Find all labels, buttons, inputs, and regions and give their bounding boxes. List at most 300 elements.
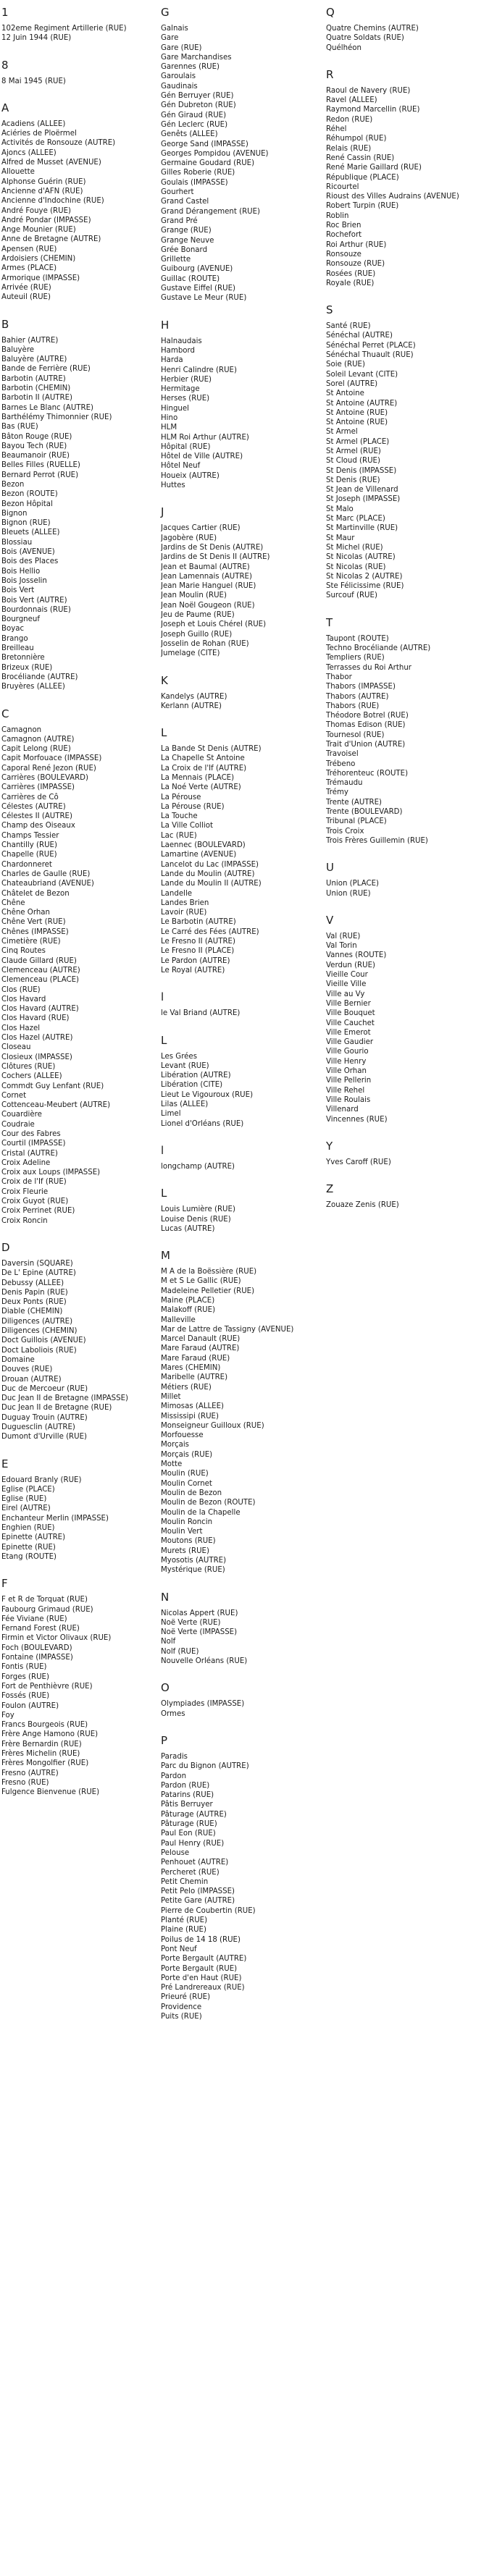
street-entry: Hambord: [161, 346, 196, 355]
street-entry: Champ des Oiseaux: [1, 822, 75, 830]
street-entry: Capit Lelong (RUE): [1, 745, 71, 754]
street-entry: Cour des Fabres: [1, 1129, 61, 1138]
street-entry: Fresno (AUTRE): [1, 1769, 59, 1777]
section-letter-heading: D: [1, 1240, 10, 1254]
street-entry: Gare Marchandises: [161, 53, 232, 62]
letter-section: [326, 304, 488, 601]
street-entry: Verdun (RUE): [326, 961, 375, 969]
street-entry: HLM Roi Arthur (AUTRE): [161, 433, 249, 442]
street-entry: Commdt Guy Lenfant (RUE): [1, 1082, 104, 1090]
letter-section: [326, 69, 488, 288]
street-entry: Ville Orhan: [326, 1067, 367, 1076]
letter-section: [161, 319, 325, 491]
street-entry: Ste Félicissime (RUE): [326, 582, 404, 591]
street-entry: Redon (RUE): [326, 115, 373, 124]
street-entry: St Antoine: [326, 390, 364, 398]
street-entry: Coudraie: [1, 1120, 35, 1129]
street-entry: Trémy: [326, 788, 348, 797]
street-entry: Limel: [161, 1110, 181, 1119]
street-entry: Nolf (RUE): [161, 1647, 199, 1656]
street-entry: Eirel (AUTRE): [1, 1504, 51, 1513]
section-letter-heading: U: [326, 861, 334, 875]
street-entry: Epinette (RUE): [1, 1543, 56, 1552]
letter-section: [326, 862, 488, 898]
street-entry: longchamp (AUTRE): [161, 1162, 235, 1171]
street-entry: Lac (RUE): [161, 831, 197, 840]
street-entry: St Antoine (RUE): [326, 418, 388, 427]
street-entry: Lande du Moulin (AUTRE): [161, 870, 255, 878]
street-entry: Pont Neuf: [161, 1945, 197, 1953]
street-entry: 102eme Regiment Artillerie (RUE): [1, 25, 127, 33]
street-entry: Deux Ponts (RUE): [1, 1298, 67, 1307]
street-entry: Bignon (RUE): [1, 519, 51, 528]
street-entry: Moulin (RUE): [161, 1470, 209, 1478]
street-entry: Sénéchal Perret (PLACE): [326, 341, 416, 350]
street-entry: Levant (RUE): [161, 1061, 209, 1070]
street-entry: Thabors (IMPASSE): [326, 683, 396, 691]
street-entry: Ange Mounier (RUE): [1, 226, 76, 235]
street-entry: Beaumanoir (RUE): [1, 452, 70, 460]
section-letter-heading: L: [161, 726, 167, 740]
section-letter-heading: A: [1, 101, 9, 114]
street-entry: Clos Hazel (AUTRE): [1, 1034, 73, 1043]
street-entry: Frères Michelin (RUE): [1, 1750, 80, 1759]
letter-section: [326, 914, 488, 1124]
street-entry: Hôtel de Ville (AUTRE): [161, 453, 243, 461]
street-entry: Rosées (RUE): [326, 269, 376, 278]
street-entry: Ajoncs (ALLEE): [1, 148, 57, 157]
street-entry: Laennec (BOULEVARD): [161, 841, 246, 850]
letter-section: [1, 708, 159, 1226]
section-letter-heading: C: [1, 707, 9, 720]
street-entry: Moulin Vert: [161, 1528, 203, 1536]
letter-section: [161, 1187, 325, 1234]
street-entry: Le Pardon (AUTRE): [161, 956, 230, 965]
street-entry: Nicolas Appert (RUE): [161, 1609, 238, 1617]
street-entry: Thabor: [326, 673, 352, 681]
street-entry: Drouan (AUTRE): [1, 1375, 62, 1384]
street-entry: Belles Filles (RUELLE): [1, 461, 80, 470]
street-entry: Villenard: [326, 1106, 359, 1114]
street-entry: M A de la Boëssière (RUE): [161, 1268, 257, 1276]
street-entry: Bernard Perrot (RUE): [1, 471, 79, 479]
street-entry: Union (RUE): [326, 889, 371, 898]
street-entry: St Nicolas 2 (AUTRE): [326, 572, 403, 581]
street-entry: Moulin de Bezon (ROUTE): [161, 1499, 256, 1507]
street-entry: Croix Perrinet (RUE): [1, 1207, 75, 1216]
street-entry: Templiers (RUE): [326, 654, 385, 662]
letter-section: [161, 506, 325, 658]
street-entry: Barbotin II (AUTRE): [1, 394, 72, 403]
section-letter-heading: Y: [326, 1139, 333, 1153]
street-entry: Blossiau: [1, 538, 33, 547]
street-entry: St Malo: [326, 505, 354, 513]
street-entry: Ville Cauchet: [326, 1019, 375, 1027]
street-entry: Joseph Guillo (RUE): [161, 630, 233, 639]
street-entry: Closeau: [1, 1043, 31, 1052]
street-entry: Taupont (ROUTE): [326, 634, 389, 643]
street-entry: Noë Verte (RUE): [161, 1618, 221, 1627]
street-entry: Bâton Rouge (RUE): [1, 432, 72, 441]
street-entry: Poilus de 14 18 (RUE): [161, 1935, 241, 1944]
street-entry: Clos Havard: [1, 995, 46, 1003]
street-entry: Gén Berruyer (RUE): [161, 92, 234, 101]
street-entry: Kandelys (AUTRE): [161, 692, 227, 701]
street-entry: Jardins de St Denis (AUTRE): [161, 543, 264, 552]
street-entry: Baluyère (AUTRE): [1, 355, 67, 364]
street-entry: St Marc (PLACE): [326, 515, 385, 523]
street-entry: Robert Turpin (RUE): [326, 202, 399, 211]
street-entry: Grand Pré: [161, 216, 198, 225]
street-entry: Pâturage (AUTRE): [161, 1810, 227, 1819]
street-entry: Bretonnière: [1, 654, 45, 662]
street-entry: Chênes (IMPASSE): [1, 927, 69, 936]
section-letter-heading: G: [161, 6, 170, 19]
street-entry: St Antoine (RUE): [326, 408, 388, 417]
street-entry: Mimosas (ALLEE): [161, 1402, 225, 1411]
column-3: [326, 0, 488, 1210]
street-entry: Malakoff (RUE): [161, 1306, 216, 1315]
street-entry: Capit Morfouace (IMPASSE): [1, 754, 102, 763]
street-entry: Millet: [161, 1392, 181, 1401]
street-entry: Noë Verte (IMPASSE): [161, 1628, 238, 1637]
street-entry: Louis Lumière (RUE): [161, 1205, 235, 1214]
street-entry: Célestes (AUTRE): [1, 802, 66, 811]
street-entry: Francs Bourgeois (RUE): [1, 1721, 88, 1730]
street-entry: Maribelle (AUTRE): [161, 1373, 228, 1382]
street-entry: Plaine (RUE): [161, 1926, 206, 1935]
street-entry: Surcouf (RUE): [326, 592, 377, 600]
street-entry: Morçais: [161, 1441, 189, 1449]
street-entry: Val (RUE): [326, 932, 361, 940]
street-entry: Frère Ange Hamono (RUE): [1, 1730, 99, 1739]
street-entry: Ormes: [161, 1709, 185, 1718]
street-entry: Patarins (RUE): [161, 1791, 214, 1800]
street-entry: Tréhorenteuc (ROUTE): [326, 769, 409, 778]
street-entry: Clos (RUE): [1, 985, 41, 994]
street-entry: Pierre de Coubertin (RUE): [161, 1906, 256, 1915]
section-letter-heading: V: [326, 913, 334, 927]
letter-section: [161, 1591, 325, 1667]
street-entry: Moutons (RUE): [161, 1537, 216, 1546]
street-entry: Ronsouze (RUE): [326, 260, 385, 269]
street-entry: Trait d'Union (AUTRE): [326, 741, 406, 749]
street-entry: Bayou Tech (RUE): [1, 442, 67, 450]
street-entry: Apensen (RUE): [1, 245, 57, 253]
street-entry: Porte d'en Haut (RUE): [161, 1974, 242, 1982]
street-entry: Grange Neuve: [161, 236, 214, 245]
section-letter-heading: Z: [326, 1182, 334, 1196]
street-entry: Thabors (AUTRE): [326, 692, 389, 701]
street-entry: Guibourg (AVENUE): [161, 265, 233, 274]
street-entry: Fulgence Bienvenue (RUE): [1, 1788, 100, 1797]
section-letter-heading: 8: [1, 58, 9, 72]
street-entry: St Armel (PLACE): [326, 437, 390, 446]
section-letter-heading: J: [161, 505, 164, 519]
street-entry: St Maur: [326, 534, 355, 542]
street-entry: Enghien (RUE): [1, 1524, 55, 1533]
letter-section: [161, 675, 325, 712]
street-entry: St Joseph (IMPASSE): [326, 495, 401, 504]
street-entry: Soleil Levant (CITE): [326, 370, 398, 379]
street-entry: Châtelet de Bezon: [1, 889, 70, 898]
street-entry: Firmin et Victor Olivaux (RUE): [1, 1634, 112, 1643]
letter-section: [1, 7, 159, 43]
street-entry: Val Torin: [326, 942, 357, 951]
street-entry: Trente (BOULEVARD): [326, 808, 403, 817]
street-entry: Frère Bernardin (RUE): [1, 1740, 82, 1748]
street-entry: Ville Gaudier: [326, 1038, 374, 1047]
street-entry: Arrivée (RUE): [1, 283, 51, 292]
street-entry: Jean Marie Hanguel (RUE): [161, 582, 256, 591]
street-entry: La Croix de l'If (AUTRE): [161, 764, 247, 773]
street-entry: Clos Havard (AUTRE): [1, 1005, 79, 1014]
street-entry: Croix aux Loups (IMPASSE): [1, 1169, 101, 1177]
street-entry: Trémaudu: [326, 779, 363, 788]
street-entry: Chapelle (RUE): [1, 851, 57, 859]
street-entry: Lamartine (AVENUE): [161, 851, 237, 859]
street-entry: Landes Brien: [161, 898, 209, 907]
letter-section: [326, 617, 488, 846]
street-entry: Bruyères (ALLEE): [1, 683, 65, 691]
street-entry: Trente (AUTRE): [326, 798, 383, 807]
street-entry: Hino: [161, 413, 178, 422]
street-entry: Clemenceau (AUTRE): [1, 966, 80, 975]
street-entry: Clos Havard (RUE): [1, 1014, 70, 1023]
section-letter-heading: B: [1, 317, 9, 331]
street-entry: Kerlann (AUTRE): [161, 702, 222, 710]
street-entry: Le Royal (AUTRE): [161, 966, 225, 975]
street-entry: Monseigneur Guilloux (RUE): [161, 1421, 264, 1430]
street-entry: Henri Calindre (RUE): [161, 366, 237, 374]
street-entry: Paul Eon (RUE): [161, 1830, 216, 1838]
street-entry: Planté (RUE): [161, 1916, 208, 1925]
street-entry: Champs Tessier: [1, 831, 59, 840]
street-entry: Le Fresno II (AUTRE): [161, 938, 235, 946]
street-entry: La Pérouse: [161, 793, 201, 801]
street-entry: Carrières (BOULEVARD): [1, 774, 88, 782]
section-letter-heading: H: [161, 318, 170, 332]
street-entry: Réhel: [326, 125, 347, 134]
street-entry: Porte Bergault (AUTRE): [161, 1955, 247, 1963]
street-entry: Grange (RUE): [161, 227, 212, 235]
street-entry: Prieuré (RUE): [161, 1993, 211, 2002]
street-entry: Jean Noël Gougeon (RUE): [161, 601, 255, 610]
street-entry: Roi Arthur (RUE): [326, 240, 387, 249]
street-entry: Libération (AUTRE): [161, 1072, 231, 1080]
street-entry: Couardière: [1, 1111, 42, 1119]
street-entry: Ville au Vy: [326, 990, 365, 998]
street-entry: Parc du Bignon (AUTRE): [161, 1762, 249, 1771]
street-entry: Jeu de Paume (RUE): [161, 611, 235, 620]
street-entry: Ricourtel: [326, 182, 359, 191]
street-entry: Trébeno: [326, 759, 356, 768]
street-entry: Clôtures (RUE): [1, 1062, 56, 1071]
street-entry: Gare: [161, 34, 179, 43]
street-entry: Bleuets (ALLEE): [1, 529, 60, 537]
street-entry: Moulin de la Chapelle: [161, 1508, 241, 1517]
street-entry: Vannes (ROUTE): [326, 951, 387, 960]
street-entry: Armorique (IMPASSE): [1, 274, 80, 282]
street-entry: Faubourg Grimaud (RUE): [1, 1605, 93, 1614]
street-entry: Jardins de St Denis II (AUTRE): [161, 553, 270, 562]
street-entry: Ville Emerot: [326, 1028, 371, 1037]
street-entry: Quatre Soldats (RUE): [326, 34, 404, 43]
street-entry: Ville Bernier: [326, 999, 371, 1008]
street-entry: Bignon: [1, 509, 28, 518]
street-entry: Ancienne d'Indochine (RUE): [1, 197, 104, 206]
letter-section: [1, 319, 159, 692]
column-1: [1, 0, 159, 1798]
street-entry: St Jean de Villenard: [326, 486, 398, 494]
street-entry: Moulin de Bezon: [161, 1489, 222, 1497]
street-entry: Grillette: [161, 256, 191, 264]
street-entry: Croix Guyot (RUE): [1, 1197, 69, 1206]
street-entry: Croix Adeline: [1, 1158, 51, 1167]
street-entry: Paul Henry (RUE): [161, 1839, 225, 1848]
street-entry: Petit Pelo (IMPASSE): [161, 1887, 235, 1896]
street-entry: Motte: [161, 1460, 183, 1469]
street-entry: Ville Henry: [326, 1057, 367, 1066]
street-entry: Tribunal (PLACE): [326, 817, 387, 826]
street-entry: Allouette: [1, 168, 35, 177]
street-entry: Cottenceau-Meubert (AUTRE): [1, 1101, 111, 1110]
street-entry: Moulin Cornet: [161, 1479, 212, 1488]
letter-section: [161, 727, 325, 975]
street-entry: Etang (ROUTE): [1, 1552, 57, 1561]
street-entry: Jean Moulin (RUE): [161, 592, 227, 600]
street-entry: Josselin de Rohan (RUE): [161, 639, 249, 648]
street-entry: Thomas Edison (RUE): [326, 721, 406, 730]
street-entry: André Pondar (IMPASSE): [1, 216, 91, 224]
street-entry: Georges Pompidou (AVENUE): [161, 149, 269, 158]
section-letter-heading: O: [161, 1681, 170, 1695]
street-entry: Trois Frères Guillemin (RUE): [326, 836, 428, 845]
letter-section: [1, 59, 159, 86]
street-entry: Cochers (ALLEE): [1, 1072, 62, 1081]
street-entry: St Denis (IMPASSE): [326, 466, 397, 475]
street-entry: Duc Jean II de Bretagne (RUE): [1, 1404, 112, 1413]
street-entry: Goulais (IMPASSE): [161, 178, 228, 187]
street-entry: La Ville Colliot: [161, 822, 213, 830]
street-entry: St Cloud (RUE): [326, 457, 380, 466]
street-entry: M et S Le Gallic (RUE): [161, 1277, 241, 1286]
section-letter-heading: R: [326, 67, 334, 81]
street-entry: Bezon Hôpital: [1, 500, 53, 508]
street-entry: Fontis (RUE): [1, 1663, 47, 1672]
street-entry: Morfouesse: [161, 1431, 204, 1440]
street-entry: René Marie Gaillard (RUE): [326, 164, 422, 172]
letter-section: [1, 1242, 159, 1442]
street-entry: Fernand Forest (RUE): [1, 1625, 80, 1633]
street-entry: La Pérouse (RUE): [161, 802, 225, 811]
street-entry: Lucas (AUTRE): [161, 1224, 215, 1233]
street-entry: St Armel (RUE): [326, 447, 381, 455]
street-entry: Baluyère: [1, 345, 35, 354]
street-entry: Zouaze Zenis (RUE): [326, 1201, 399, 1210]
street-entry: Croix Fleurie: [1, 1187, 49, 1196]
street-entry: Marcel Danault (RUE): [161, 1335, 241, 1344]
street-entry: Malleville: [161, 1316, 196, 1324]
section-letter-heading: Q: [326, 6, 335, 19]
street-entry: Bois Josselin: [1, 576, 47, 585]
street-entry: 12 Juin 1944 (RUE): [1, 34, 72, 43]
street-entry: Jagobère (RUE): [161, 534, 217, 542]
street-entry: Santé (RUE): [326, 322, 371, 331]
section-letter-heading: 1: [1, 6, 9, 19]
street-entry: Carrières de Cô: [1, 793, 59, 801]
street-entry: Le Barbotin (AUTRE): [161, 918, 236, 927]
street-entry: Fontaine (IMPASSE): [1, 1654, 73, 1662]
street-entry: St Nicolas (AUTRE): [326, 553, 396, 562]
street-entry: Courtil (IMPASSE): [1, 1140, 66, 1148]
letter-section: [161, 1250, 325, 1575]
street-entry: Rochefort: [326, 231, 362, 240]
street-entry: Doct Guillois (AVENUE): [1, 1337, 86, 1345]
street-entry: Gén Giraud (RUE): [161, 111, 227, 119]
street-entry: Brocéliande (AUTRE): [1, 673, 78, 681]
section-letter-heading: L: [161, 1033, 167, 1047]
street-entry: Bourdonnais (RUE): [1, 605, 71, 614]
street-entry: Petit Chemin: [161, 1877, 209, 1886]
street-entry: Jean Lamennais (AUTRE): [161, 572, 252, 581]
street-entry: Chêne Orhan: [1, 909, 50, 917]
letter-section: [161, 1035, 325, 1129]
street-entry: Pelouse: [161, 1848, 190, 1857]
street-entry: Herses (RUE): [161, 395, 210, 403]
street-entry: St Armel: [326, 428, 358, 437]
street-entry: Camagnon: [1, 725, 42, 734]
street-entry: Landelle: [161, 889, 193, 898]
street-entry: Jean et Baumal (AUTRE): [161, 563, 250, 571]
street-entry: Yves Caroff (RUE): [326, 1158, 391, 1166]
street-entry: Diligences (AUTRE): [1, 1317, 73, 1326]
street-entry: Madeleine Pelletier (RUE): [161, 1287, 255, 1295]
street-entry: Brizeux (RUE): [1, 663, 53, 672]
street-entry: Enchanteur Merlin (IMPASSE): [1, 1514, 109, 1523]
street-entry: Louise Denis (RUE): [161, 1215, 231, 1224]
street-entry: Ancienne d'AFN (RUE): [1, 187, 83, 195]
street-entry: Lilas (ALLEE): [161, 1100, 209, 1109]
street-entry: Joseph et Louis Chérel (RUE): [161, 620, 267, 629]
street-entry: 8 Mai 1945 (RUE): [1, 77, 66, 85]
street-entry: Percheret (RUE): [161, 1868, 220, 1877]
street-entry: Armes (PLACE): [1, 264, 57, 273]
street-entry: Chantilly (RUE): [1, 841, 57, 850]
street-entry: Bois Vert: [1, 586, 35, 595]
street-entry: Halnaudais: [161, 337, 202, 345]
street-entry: Denis Papin (RUE): [1, 1288, 68, 1297]
street-entry: Gilles Roberie (RUE): [161, 169, 235, 177]
street-entry: Gustave Eiffel (RUE): [161, 285, 235, 293]
street-entry: Lavoir (RUE): [161, 909, 207, 917]
street-entry: Acadiens (ALLEE): [1, 119, 66, 128]
street-entry: Boyac: [1, 625, 25, 634]
street-entry: Foulon (AUTRE): [1, 1701, 59, 1710]
street-entry: Le Carré des Fées (AUTRE): [161, 927, 259, 936]
street-entry: Mare Faraud (AUTRE): [161, 1344, 240, 1353]
street-entry: Fée Viviane (RUE): [1, 1615, 67, 1623]
section-letter-heading: N: [161, 1590, 170, 1604]
street-entry: Pardon (RUE): [161, 1781, 210, 1790]
street-entry: Myosotis (AUTRE): [161, 1557, 227, 1565]
street-entry: Duguay Trouin (AUTRE): [1, 1413, 88, 1422]
street-entry: Puits (RUE): [161, 2012, 202, 2021]
letter-section: [1, 1458, 159, 1562]
street-entry: Forges (RUE): [1, 1672, 49, 1681]
street-entry: Pré Landrereaux (RUE): [161, 1984, 245, 1992]
street-entry: Garennes (RUE): [161, 63, 220, 72]
